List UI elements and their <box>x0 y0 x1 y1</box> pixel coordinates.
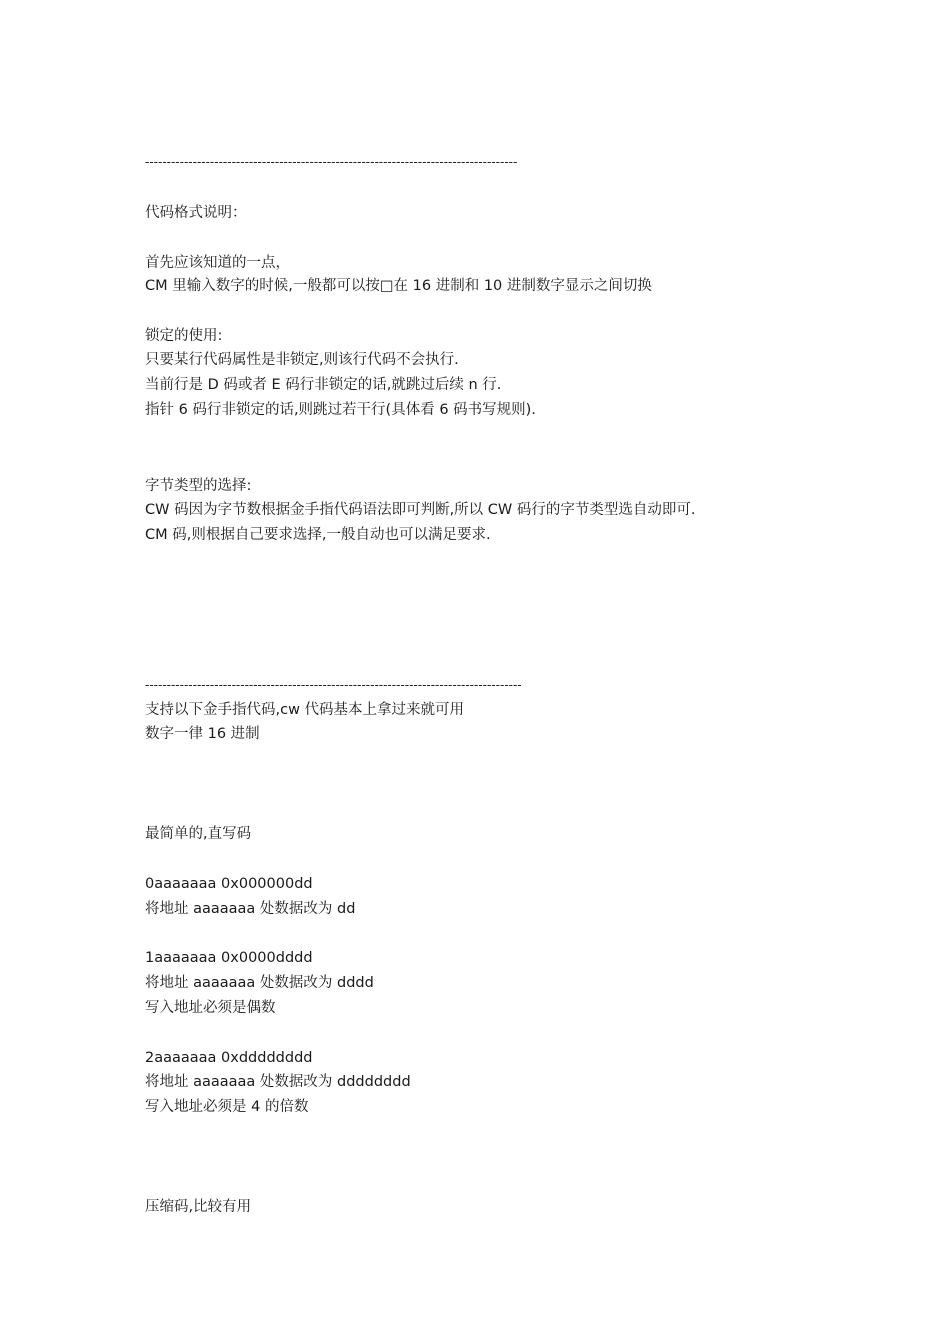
code-0: 0aaaaaaa 0x000000dd <box>145 876 313 892</box>
code-1: 1aaaaaaa 0x0000dddd <box>145 950 313 966</box>
code-2-desc: 将地址 aaaaaaa 处数据改为 dddddddd <box>145 1074 411 1090</box>
code-2-note: 写入地址必须是 4 的倍数 <box>145 1099 309 1115</box>
bytetype-heading: 字节类型的选择: <box>145 478 252 494</box>
intro-line-2: CM 里输入数字的时候,一般都可以按□在 16 进制和 10 进制数字显示之间切换 <box>145 278 652 294</box>
format-heading: 代码格式说明： <box>145 205 247 221</box>
bytetype-line-1: CW 码因为字节数根据金手指代码语法即可判断,所以 CW 码行的字节类型选自动即可. <box>145 502 696 518</box>
support-line: 支持以下金手指代码,cw 代码基本上拿过来就可用 <box>145 702 465 718</box>
horizontal-rule-middle: --------------------------------------------------------------------------------------- <box>145 677 522 692</box>
hex-line: 数字一律 16 进制 <box>145 726 260 742</box>
code-2: 2aaaaaaa 0xdddddddd <box>145 1050 313 1066</box>
simple-heading: 最简单的,直写码 <box>145 826 252 842</box>
horizontal-rule-top: -------------------------------------------------------------------------------------- <box>145 154 518 169</box>
code-1-note: 写入地址必须是偶数 <box>145 1000 276 1016</box>
bytetype-line-2: CM 码,则根据自己要求选择,一般自动也可以满足要求. <box>145 527 491 543</box>
compress-heading: 压缩码,比较有用 <box>145 1199 252 1215</box>
intro-line-1: 首先应该知道的一点， <box>145 255 290 271</box>
code-0-desc: 将地址 aaaaaaa 处数据改为 dd <box>145 901 356 917</box>
code-1-desc: 将地址 aaaaaaa 处数据改为 dddd <box>145 975 374 991</box>
lock-line-1: 只要某行代码属性是非锁定,则该行代码不会执行. <box>145 352 459 368</box>
lock-heading: 锁定的使用: <box>145 328 223 344</box>
lock-line-3: 指针 6 码行非锁定的话,则跳过若干行(具体看 6 码书写规则). <box>145 402 536 418</box>
lock-line-2: 当前行是 D 码或者 E 码行非锁定的话,就跳过后续 n 行. <box>145 377 502 393</box>
